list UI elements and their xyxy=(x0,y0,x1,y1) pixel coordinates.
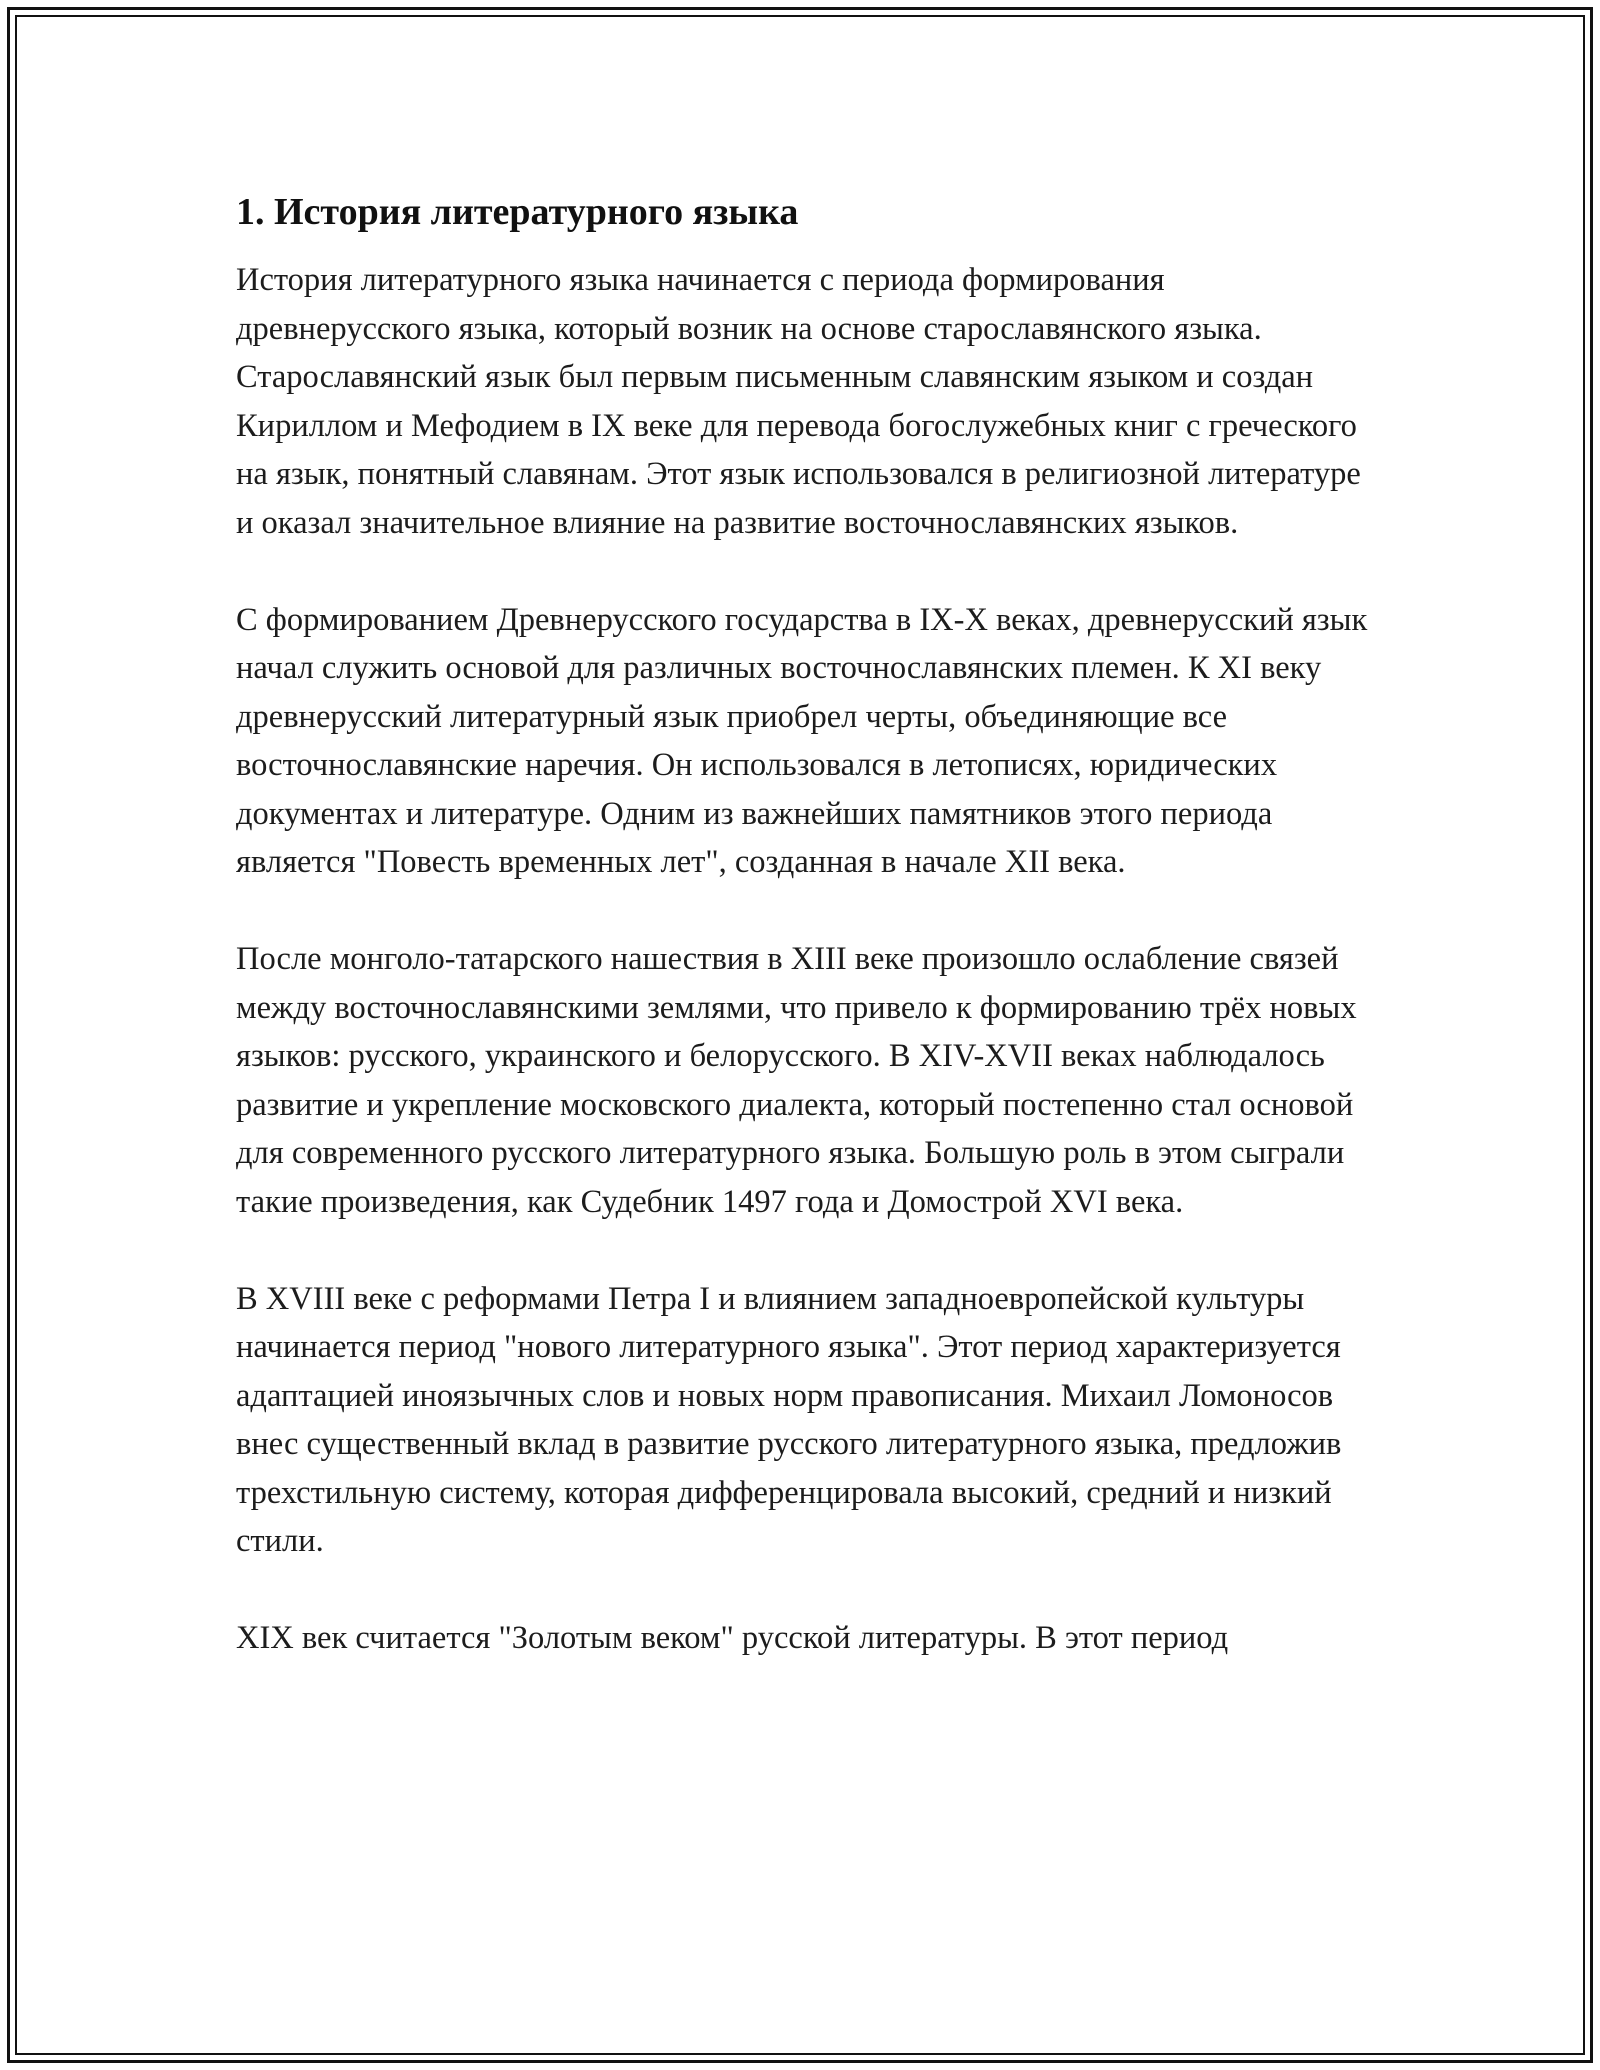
paragraph-4: В XVIII веке с реформами Петра I и влиянием западноевропейской культуры начинается период "нового литературного языка". Этот период характеризуется адаптацией иноязычных слов и новых норм правописания. Михаил Ломоносов внес существенный вклад в развитие русского литературного языка, предложив трехстильную систему, которая дифференцировала высокий, средний и низкий стили. xyxy=(236,1280,1342,1559)
paragraph-3: После монголо-татарского нашествия в XIII веке произошло ослабление связей между восточнославянскими землями, что привело к формированию трёх новых языков: русского, украинского и белорусского. В XIV-XVII веках наблюдалось развитие и укрепление московского диалекта, который постепенно стал основой для современного русского литературного языка. Большую роль в этом сыграли такие произведения, как Судебник 1497 года и Домострой XVI века. xyxy=(236,941,1357,1220)
section-heading: 1. История литературного языка xyxy=(236,191,799,233)
paragraph-2: С формированием Древнерусского государства в IX-X веках, древнерусский язык начал служить основой для различных восточнославянских племен. К XI веку древнерусский литературный язык приобрел черты, объединяющие все восточнославянские наречия. Он использовался в летописях, юридических документах и литературе. Одним из важнейших памятников этого периода является "Повесть временных лет", созданная в начале XII века. xyxy=(236,601,1368,880)
paragraph-1: История литературного языка начинается с периода формирования древнерусского языка, который возник на основе старославянского языка. Старославянский язык был первым письменным славянским языком и создан Кириллом и Мефодием в IX веке для перевода богослужебных книг с греческого на язык, понятный славянам. Этот язык использовался в религиозной литературе и оказал значительное влияние на развитие восточнославянских языков. xyxy=(236,262,1361,541)
document-body xyxy=(236,186,1376,1711)
paragraph-5: XIX век считается "Золотым веком" русской литературы. В этот период xyxy=(236,1620,1229,1656)
